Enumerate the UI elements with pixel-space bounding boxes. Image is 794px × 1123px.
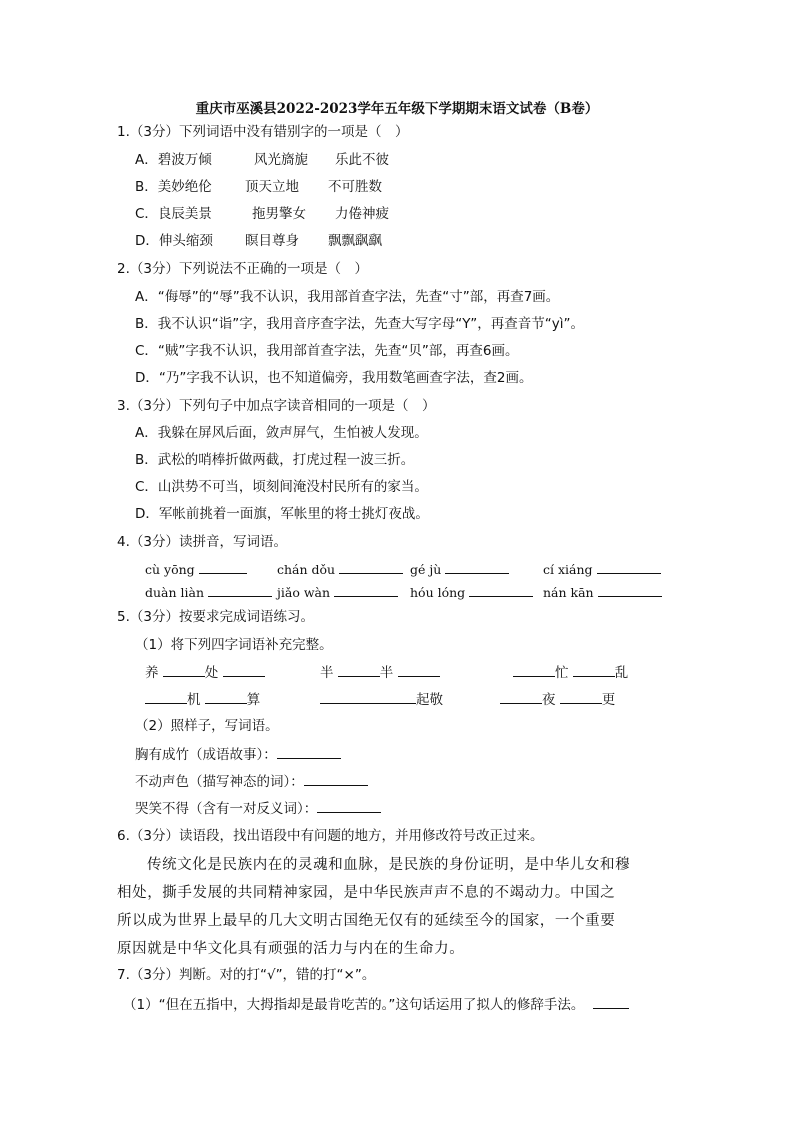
q1-option-c: C．良辰美景 拖男擎女 力倦神疲 bbox=[135, 206, 389, 222]
pinyin-item: gé jù bbox=[410, 561, 509, 578]
answer-blank[interactable] bbox=[500, 691, 542, 704]
q3-option-d: D．军帐前挑着一面旗，军帐里的将士挑灯夜战。 bbox=[135, 506, 429, 522]
answer-blank[interactable] bbox=[513, 664, 555, 677]
q1-option-d: D．伸头缩颈 瞑目尊身 飘飘飖飖 bbox=[135, 233, 382, 249]
q7-item-1: （1）“但在五指中，大拇指却是最肯吃苦的。”这句话运用了拟人的修辞手法。 bbox=[123, 996, 629, 1013]
question-1-stem: 1.（3分）下列词语中没有错别字的一项是（ ） bbox=[117, 124, 409, 140]
pinyin-item: hóu lóng bbox=[410, 584, 533, 601]
answer-blank[interactable] bbox=[199, 561, 247, 574]
exam-title: 重庆市巫溪县2022-2023学年五年级下学期期末语文试卷（B卷） bbox=[195, 101, 599, 117]
answer-blank[interactable] bbox=[304, 773, 368, 786]
paragraph-line: 原因就是中华文化具有顽强的活力与内在的生命力。 bbox=[117, 941, 465, 957]
pinyin-item: cí xiáng bbox=[543, 561, 661, 578]
answer-blank[interactable] bbox=[445, 561, 509, 574]
q1-option-a: A．碧波万倾 风光旖旎 乐此不彼 bbox=[135, 152, 389, 168]
example-1: 胸有成竹（成语故事）： bbox=[135, 746, 341, 763]
paragraph-line: 传统文化是民族内在的灵魂和血脉，是民族的身份证明，是中华儿女和穆 bbox=[147, 857, 631, 873]
answer-blank[interactable] bbox=[597, 561, 661, 574]
pinyin-item: chán dǒu bbox=[277, 561, 403, 578]
q2-option-c: C．“贼”字我不认识，我用部首查字法，先查“贝”部，再查6画。 bbox=[135, 343, 519, 359]
example-2: 不动声色（描写神态的词）： bbox=[135, 773, 368, 790]
idiom-row-1: 养 处 半 半 忙 乱 bbox=[145, 665, 629, 681]
idiom-row-2: 机 算 起敬 夜 更 bbox=[145, 691, 705, 707]
q3-option-b: B．武松的哨棒折做两截，打虎过程一波三折。 bbox=[135, 452, 415, 468]
question-5-stem: 5.（3分）按要求完成词语练习。 bbox=[117, 609, 314, 625]
answer-blank[interactable] bbox=[320, 691, 416, 704]
question-4-stem: 4.（3分）读拼音，写词语。 bbox=[117, 534, 287, 550]
pinyin-item: duàn liàn bbox=[145, 584, 272, 601]
question-3-stem: 3.（3分）下列句子中加点字读音相同的一项是（ ） bbox=[117, 398, 436, 414]
answer-blank[interactable] bbox=[573, 664, 615, 677]
question-2-stem: 2.（3分）下列说法不正确的一项是（ ） bbox=[117, 261, 368, 277]
answer-blank[interactable] bbox=[593, 996, 629, 1009]
answer-blank[interactable] bbox=[223, 664, 265, 677]
answer-blank[interactable] bbox=[145, 691, 187, 704]
answer-blank[interactable] bbox=[277, 746, 341, 759]
q2-option-b: B．我不认识“诣”字，我用音序查字法，先查大写字母“Y”，再查音节“yì”。 bbox=[135, 316, 584, 332]
answer-blank[interactable] bbox=[339, 561, 403, 574]
answer-blank[interactable] bbox=[598, 584, 662, 597]
answer-blank[interactable] bbox=[469, 584, 533, 597]
example-3: 哭笑不得（含有一对反义词）： bbox=[135, 800, 381, 817]
q5-sub-2: （2）照样子，写词语。 bbox=[135, 718, 279, 734]
question-6-stem: 6.（3分）读语段，找出语段中有问题的地方，并用修改符号改正过来。 bbox=[117, 828, 544, 844]
pinyin-item: cù yōng bbox=[145, 561, 247, 578]
q1-option-b: B．美妙绝伦 顶天立地 不可胜数 bbox=[135, 179, 382, 195]
answer-blank[interactable] bbox=[317, 800, 381, 813]
answer-blank[interactable] bbox=[163, 664, 205, 677]
answer-blank[interactable] bbox=[338, 664, 380, 677]
answer-blank[interactable] bbox=[205, 691, 247, 704]
q2-option-d: D．“乃”字我不认识，也不知道偏旁，我用数笔画查字法，查2画。 bbox=[135, 370, 533, 386]
answer-blank[interactable] bbox=[560, 691, 602, 704]
q5-sub-1: （1）将下列四字词语补充完整。 bbox=[135, 637, 333, 653]
q3-option-a: A．我躲在屏风后面，敛声屏气，生怕被人发现。 bbox=[135, 425, 428, 441]
paragraph-line: 所以成为世界上最早的几大文明古国绝无仅有的延续至今的国家，一个重要 bbox=[117, 913, 616, 929]
answer-blank[interactable] bbox=[208, 584, 272, 597]
pinyin-item: nán kān bbox=[543, 584, 662, 601]
q3-option-c: C．山洪势不可当，顷刻间淹没村民所有的家当。 bbox=[135, 479, 428, 495]
answer-blank[interactable] bbox=[398, 664, 440, 677]
question-7-stem: 7.（3分）判断。对的打“√”，错的打“×”。 bbox=[117, 967, 376, 983]
pinyin-item: jiǎo wàn bbox=[277, 584, 398, 601]
q2-option-a: A．“侮辱”的“辱”我不认识，我用部首查字法，先查“寸”部，再查7画。 bbox=[135, 289, 560, 305]
paragraph-line: 相处，撕手发展的共同精神家园，是中华民族声声不息的不竭动力。中国之 bbox=[117, 885, 616, 901]
answer-blank[interactable] bbox=[334, 584, 398, 597]
